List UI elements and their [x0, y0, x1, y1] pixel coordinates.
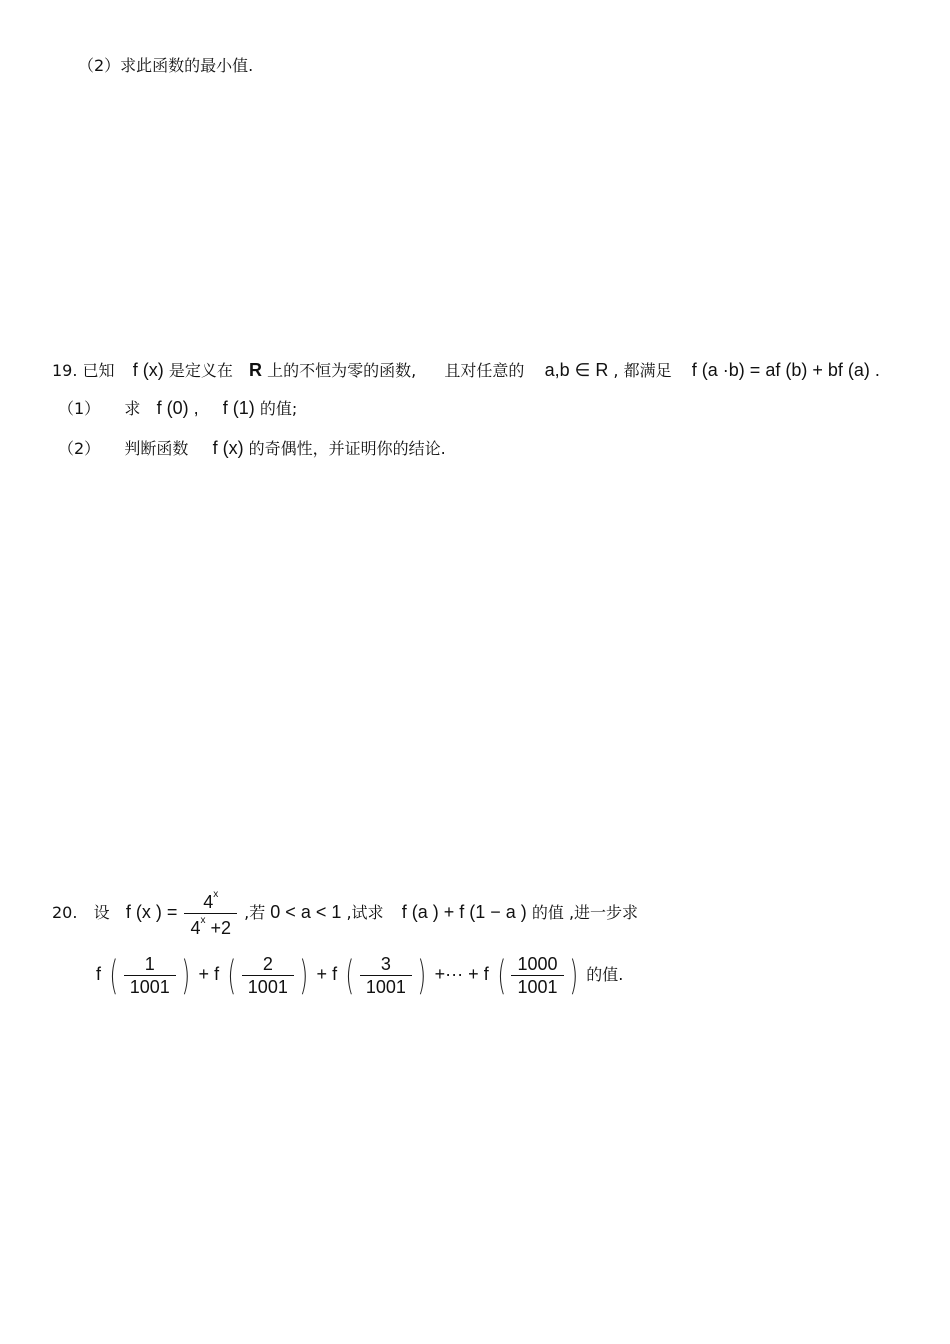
q20-frac-2-num: 2 [262, 954, 273, 974]
q20-den-tail: +2 [210, 918, 232, 938]
q19-equation: f (a ·b) = af (b) + bf (a) . [691, 360, 880, 380]
q20-fx: f (x ) = [125, 902, 178, 922]
q19-part1-f1: f (1) [222, 398, 255, 418]
q20-tail2: 的值. [586, 965, 624, 984]
right-paren-icon: ) [569, 952, 578, 999]
q20-frac-3-den: 1001 [360, 975, 412, 998]
q20-if: ,若 [244, 903, 266, 922]
q20-num-sup: x [213, 889, 219, 900]
q20-number: 20. [52, 903, 78, 922]
q19-part1-tail: 的值; [259, 399, 298, 418]
q20-frac-2-den: 1001 [242, 975, 294, 998]
q20-num: 4 [203, 892, 214, 912]
q19-part2-label: （2） [58, 439, 101, 458]
q20-expr: f (a ) + f (1 − a ) [401, 902, 527, 922]
q18-part2: （2）求此函数的最小值. [78, 56, 254, 75]
q20-tail1: 的值 ,进一步求 [531, 903, 639, 922]
q19-text-a: 已知 [82, 361, 115, 380]
q20-frac-3-num: 3 [380, 954, 391, 974]
q20-frac-1-num: 1 [144, 954, 155, 974]
q19-text-c: 上的不恒为零的函数, [267, 361, 417, 380]
left-paren-icon: ( [109, 952, 119, 999]
q20-frac-4-num: 1000 [517, 954, 558, 974]
q19-fx: f (x) [132, 360, 164, 380]
right-paren-icon: ) [181, 952, 190, 999]
left-paren-icon: ( [497, 952, 506, 999]
q20-frac-1 [124, 953, 176, 998]
q19-ab-in-R: a,b ∈ R [544, 360, 609, 380]
q19-part1-text: 求 [124, 399, 141, 418]
q20-plus-1: + [198, 964, 209, 984]
q20-function-fraction [184, 888, 237, 939]
q19-text-b: 是定义在 [168, 361, 233, 380]
q19-part1-f0: f (0) , [156, 398, 199, 418]
right-paren-icon: ) [299, 952, 308, 999]
q20-frac-3 [360, 953, 412, 998]
q19-text-d: 且对任意的 [444, 361, 525, 380]
q20-plus-2: + [316, 964, 328, 984]
q20-den-base: 4 [190, 918, 201, 938]
q20-frac-4 [511, 953, 563, 998]
q20-frac-1-den: 1001 [124, 975, 176, 998]
right-paren-icon: ) [417, 952, 427, 999]
q19-R: R [249, 360, 263, 380]
q20-frac-4-den: 1001 [511, 975, 563, 998]
q19-number: 19. [52, 361, 78, 380]
q20-f-2: f [214, 964, 220, 984]
q20-den-sup: x [200, 915, 206, 926]
left-paren-icon: ( [227, 952, 237, 999]
q19-part2-tail: 的奇偶性，并证明你的结论. [248, 439, 446, 458]
q19-part2-fx: f (x) [212, 438, 244, 458]
q20-f-4: f [483, 964, 489, 984]
q20-set: 设 [93, 903, 110, 922]
q19-part2-text: 判断函数 [124, 439, 189, 458]
left-paren-icon: ( [345, 952, 355, 999]
q19-part1-label: （1） [58, 399, 101, 418]
q20-cond: 0 < a < 1 [270, 902, 342, 922]
q20-sum [96, 948, 623, 1001]
q20-ellipsis: +··· + [434, 964, 479, 984]
q20-statement [52, 888, 638, 939]
q20-f-3: f [332, 964, 338, 984]
q19-text-e: , 都满足 [613, 361, 672, 380]
q20-f-1: f [96, 964, 102, 984]
q20-try: ,试求 [346, 903, 384, 922]
q20-frac-2 [242, 953, 294, 998]
q19-part2 [58, 438, 446, 459]
q19-statement [52, 360, 880, 381]
q19-part1 [58, 398, 297, 419]
